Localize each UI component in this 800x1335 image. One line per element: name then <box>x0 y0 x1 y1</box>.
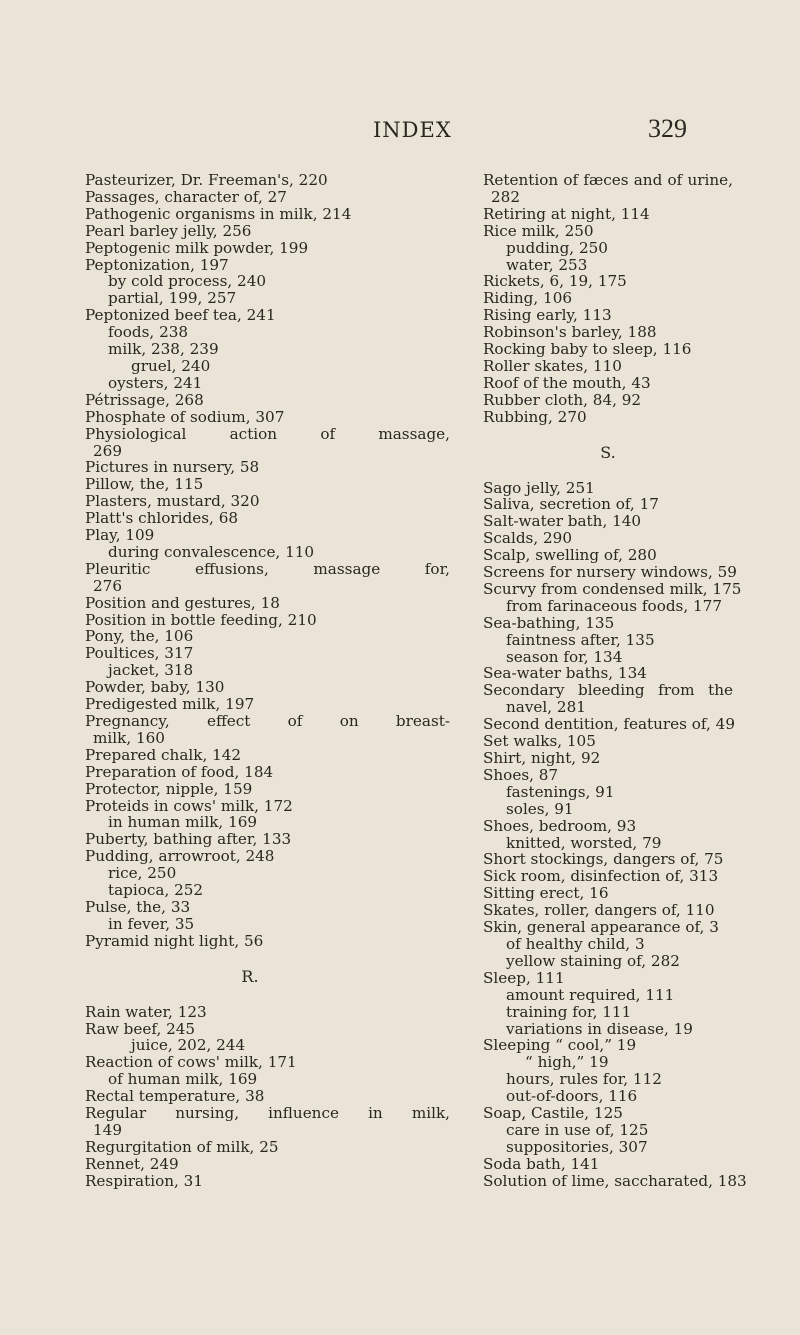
running-title: INDEX <box>373 118 452 142</box>
entries-s <box>483 478 747 1190</box>
index-entry: Pleuritic effusions, massage for, <box>85 559 450 578</box>
index-entry: Sleep, 111 <box>483 968 565 987</box>
index-subentry: of healthy child, 3 <box>506 934 645 953</box>
index-subentry: in fever, 35 <box>108 914 195 933</box>
index-entry: Rectal temperature, 38 <box>85 1087 265 1106</box>
index-entry: Short stockings, dangers of, 75 <box>483 850 724 869</box>
index-entry: Rice milk, 250 <box>483 221 594 240</box>
index-entry: Sea-water baths, 134 <box>483 664 647 683</box>
index-entry: Rising early, 113 <box>483 306 612 325</box>
index-entry: Shirt, night, 92 <box>483 749 601 767</box>
index-subentry: hours, rules for, 112 <box>506 1070 662 1089</box>
index-entry: Raw beef, 245 <box>85 1019 196 1038</box>
entries-r-continued <box>483 172 733 426</box>
index-entry: Pudding, arrowroot, 248 <box>85 847 275 866</box>
index-entry: Rain water, 123 <box>85 1002 207 1021</box>
index-entry: Pictures in nursery, 58 <box>85 458 260 477</box>
index-entry: Shoes, 87 <box>483 765 559 784</box>
index-entry: Sitting erect, 16 <box>483 884 609 903</box>
index-entry: Sick room, disinfection of, 313 <box>483 867 719 886</box>
index-entry: Prepared chalk, 142 <box>85 745 242 764</box>
index-subentry: faintness after, 135 <box>506 630 655 649</box>
index-entry: Sago jelly, 251 <box>483 478 595 497</box>
index-entry: Sleeping “ cool,” 19 <box>483 1036 637 1055</box>
index-subentry: 276 <box>93 576 122 595</box>
index-subentry: foods, 238 <box>108 323 189 342</box>
index-entry: Peptogenic milk powder, 199 <box>85 238 309 257</box>
index-entry: Rennet, 249 <box>85 1154 179 1173</box>
index-entry: Reaction of cows' milk, 171 <box>85 1053 297 1072</box>
index-entry: Peptonization, 197 <box>85 255 229 274</box>
index-subentry: fastenings, 91 <box>506 782 615 801</box>
index-entry: Skin, general appearance of, 3 <box>483 918 719 937</box>
index-subentry: jacket, 318 <box>108 661 194 680</box>
index-entry: Pétrissage, 268 <box>85 390 204 409</box>
index-entry: Solution of lime, saccharated, 183 <box>483 1171 747 1190</box>
index-subentry: rice, 250 <box>108 864 177 883</box>
index-column-left <box>85 172 450 1190</box>
index-subentry: amount required, 111 <box>506 985 675 1004</box>
index-entry: Second dentition, features of, 49 <box>483 715 735 734</box>
index-entry: Proteids in cows' milk, 172 <box>85 796 293 815</box>
index-entry: Pregnancy, effect of on breast- <box>85 712 450 730</box>
index-entry: Roller skates, 110 <box>483 356 622 375</box>
index-entry: Retiring at night, 114 <box>483 204 650 223</box>
index-entry: Retention of fæces and of urine, <box>483 171 733 189</box>
index-entry: Puberty, bathing after, 133 <box>85 830 292 849</box>
index-subentry: season for, 134 <box>506 647 623 666</box>
index-entry: Rickets, 6, 19, 175 <box>483 272 627 291</box>
index-entry: Rubbing, 270 <box>483 407 587 426</box>
index-entry: Pearl barley jelly, 256 <box>85 221 252 240</box>
index-entry: Soap, Castile, 125 <box>483 1104 623 1123</box>
index-entry: Robinson's barley, 188 <box>483 323 657 342</box>
index-subentry: pudding, 250 <box>506 238 608 257</box>
index-subentry: soles, 91 <box>506 799 574 818</box>
index-entry: Skates, roller, dangers of, 110 <box>483 901 715 920</box>
index-entry: Regular nursing, influence in milk, <box>85 1104 450 1123</box>
index-entry: Set walks, 105 <box>483 732 596 751</box>
index-entry: Platt's chlorides, 68 <box>85 509 239 528</box>
index-entry: Passages, character of, 27 <box>85 187 287 206</box>
index-entry: Scurvy from condensed milk, 175 <box>483 579 742 598</box>
index-entry: Poultices, 317 <box>85 644 194 663</box>
index-subentry: variations in disease, 19 <box>506 1019 693 1038</box>
entries-r <box>85 1004 450 1190</box>
index-subentry: during convalescence, 110 <box>108 542 315 561</box>
index-entry: Peptonized beef tea, 241 <box>85 306 276 325</box>
entries-p <box>85 172 450 950</box>
index-entry: Rubber cloth, 84, 92 <box>483 390 642 409</box>
index-entry: Shoes, bedroom, 93 <box>483 816 637 835</box>
index-entry: Soda bath, 141 <box>483 1154 600 1173</box>
index-entry: Position in bottle feeding, 210 <box>85 610 317 629</box>
index-subentry: suppositories, 307 <box>506 1137 648 1156</box>
index-entry: Pathogenic organisms in milk, 214 <box>85 204 352 223</box>
index-entry: Preparation of food, 184 <box>85 762 274 781</box>
section-letter-r: R. <box>241 966 259 986</box>
index-subentry: training for, 111 <box>506 1002 632 1021</box>
index-entry: Riding, 106 <box>483 289 573 308</box>
index-entry: Roof of the mouth, 43 <box>483 373 651 392</box>
index-entry: Sea-bathing, 135 <box>483 613 615 632</box>
index-subentry: oysters, 241 <box>108 373 203 392</box>
index-subentry: 269 <box>93 441 122 460</box>
index-entry: Play, 109 <box>85 526 155 545</box>
index-subentry: gruel, 240 <box>131 356 211 375</box>
index-subentry: navel, 281 <box>506 698 586 717</box>
index-entry: Pillow, the, 115 <box>85 475 204 494</box>
index-entry: Pasteurizer, Dr. Freeman's, 220 <box>85 171 328 189</box>
index-entry: Pyramid night light, 56 <box>85 931 264 950</box>
index-subentry: knitted, worsted, 79 <box>506 833 662 852</box>
index-subentry: 282 <box>491 187 520 206</box>
index-subentry: 149 <box>93 1120 122 1139</box>
section-letter-s: S. <box>600 442 616 462</box>
index-entry: Position and gestures, 18 <box>85 593 280 612</box>
index-entry: Plasters, mustard, 320 <box>85 492 260 511</box>
index-subentry: partial, 199, 257 <box>108 289 237 308</box>
index-subentry: by cold process, 240 <box>108 272 267 291</box>
index-entry: Protector, nipple, 159 <box>85 779 253 798</box>
index-entry: Rocking baby to sleep, 116 <box>483 340 692 359</box>
index-subentry: out-of-doors, 116 <box>506 1087 638 1106</box>
index-entry: Scalds, 290 <box>483 529 572 548</box>
index-subentry: care in use of, 125 <box>506 1120 649 1139</box>
index-entry: Salt-water bath, 140 <box>483 512 642 531</box>
index-subentry: yellow staining of, 282 <box>506 951 680 970</box>
page-header <box>0 114 800 158</box>
index-entry: Saliva, secretion of, 17 <box>483 495 659 514</box>
index-subentry: from farinaceous foods, 177 <box>506 596 722 615</box>
index-entry: Scalp, swelling of, 280 <box>483 546 657 565</box>
index-subentry: juice, 202, 244 <box>131 1036 246 1055</box>
index-entry: Predigested milk, 197 <box>85 695 255 714</box>
index-entry: Screens for nursery windows, 59 <box>483 563 737 582</box>
index-subentry: in human milk, 169 <box>108 813 258 832</box>
index-subentry: “ high,” 19 <box>525 1053 609 1072</box>
index-entry: Respiration, 31 <box>85 1171 203 1190</box>
index-subentry: milk, 238, 239 <box>108 340 219 359</box>
page-number: 329 <box>648 114 687 143</box>
index-entry: Regurgitation of milk, 25 <box>85 1137 279 1156</box>
index-subentry: tapioca, 252 <box>108 881 204 900</box>
index-entry: Pulse, the, 33 <box>85 897 191 916</box>
index-subentry: water, 253 <box>506 255 588 274</box>
index-entry: Phosphate of sodium, 307 <box>85 407 285 426</box>
index-entry: Powder, baby, 130 <box>85 678 225 697</box>
index-column-right <box>483 171 747 1190</box>
index-subentry: milk, 160 <box>93 728 165 747</box>
index-subentry: of human milk, 169 <box>108 1070 258 1089</box>
index-entry: Physiological action of massage, <box>85 424 450 443</box>
index-entry: Pony, the, 106 <box>85 627 194 646</box>
index-entry: Secondary bleeding from the <box>483 681 733 700</box>
